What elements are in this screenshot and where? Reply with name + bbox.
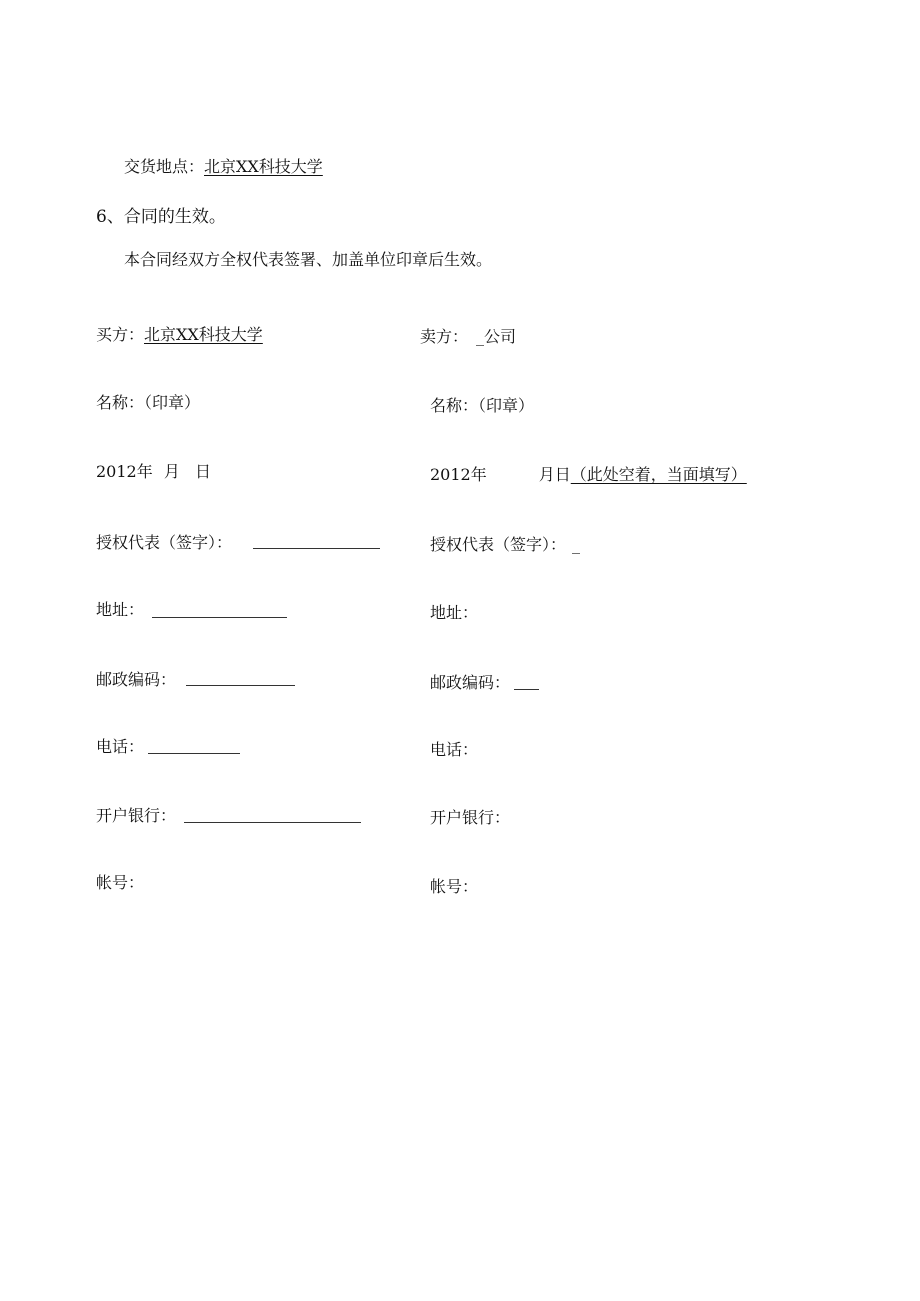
buyer-line [96, 325, 263, 345]
seller-bank-label: 开户银行： [430, 808, 511, 827]
buyer-bank-blank[interactable] [184, 822, 361, 823]
buyer-account-label: 帐号： [96, 873, 145, 892]
buyer-date-year: 2012年 [96, 462, 153, 481]
seller-address-label: 地址： [430, 603, 479, 622]
seller-date-note: （此处空着，当面填写） [570, 465, 747, 484]
delivery-label: 交货地点： [124, 157, 205, 176]
buyer-phone-label: 电话： [96, 737, 145, 756]
buyer-rep-label: 授权代表（签字）： [96, 533, 233, 552]
seller-rep-value: _ [572, 535, 581, 554]
seller-phone-label: 电话： [430, 740, 479, 759]
buyer-name-seal: 名称：（印章） [96, 393, 201, 412]
seller-label: 卖方： [420, 327, 469, 346]
seller-rep-label: 授权代表（签字）： [430, 535, 567, 554]
delivery-line [124, 157, 323, 177]
buyer-value: 北京XX科技大学 [144, 325, 263, 344]
buyer-bank-label: 开户银行： [96, 806, 177, 825]
seller-date [430, 465, 747, 485]
seller-account-label: 帐号： [430, 877, 479, 896]
seller-date-month-day: 月日 [538, 465, 571, 484]
seller-line [420, 327, 516, 347]
buyer-label: 买方： [96, 325, 145, 344]
buyer-date-day: 日 [194, 462, 211, 481]
delivery-value: 北京XX科技大学 [204, 157, 323, 176]
buyer-postcode-label: 邮政编码： [96, 670, 177, 689]
seller-postcode-label: 邮政编码： [430, 673, 511, 692]
section-6-title: 6、合同的生效。 [96, 207, 226, 227]
buyer-postcode-blank[interactable] [186, 685, 295, 686]
section-6-body: 本合同经双方全权代表签署、加盖单位印章后生效。 [124, 250, 493, 269]
buyer-date [96, 462, 211, 482]
seller-date-year: 2012年 [430, 465, 487, 484]
seller-postcode-blank[interactable] [514, 689, 539, 690]
buyer-address-blank[interactable] [152, 617, 287, 618]
buyer-rep-signature-blank[interactable] [253, 548, 380, 549]
seller-value: _公司 [476, 327, 517, 346]
seller-name-seal: 名称：（印章） [430, 396, 535, 415]
buyer-phone-blank[interactable] [148, 753, 240, 754]
buyer-address-label: 地址： [96, 600, 145, 619]
buyer-date-month: 月 [163, 462, 180, 481]
seller-rep-line [430, 535, 580, 555]
buyer-account-cutoff [96, 873, 145, 892]
